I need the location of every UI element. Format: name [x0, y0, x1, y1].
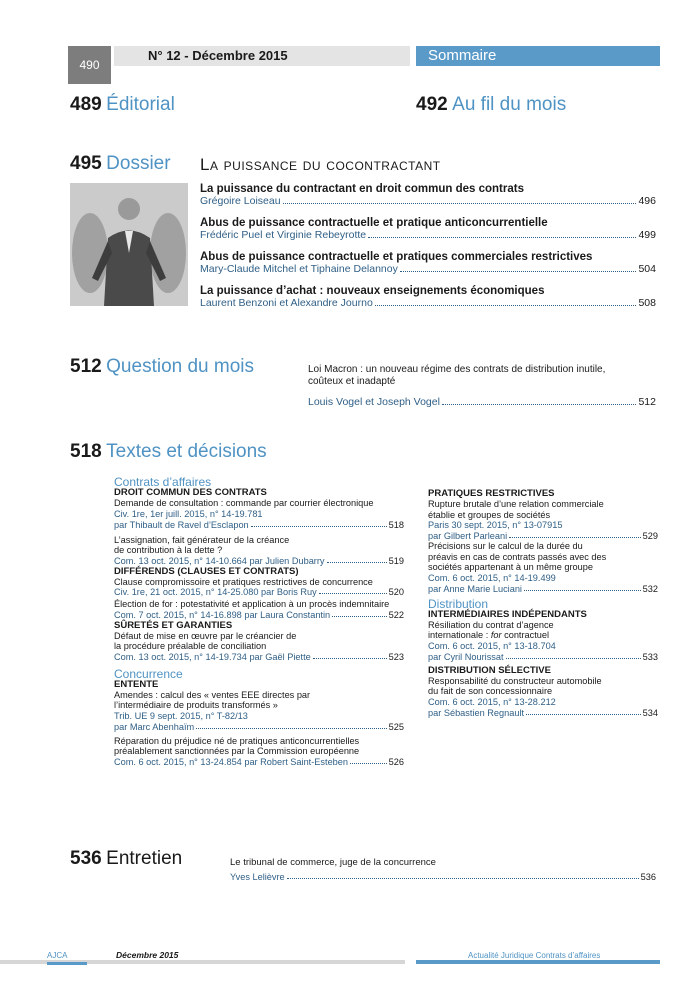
section-label: Sommaire [428, 47, 497, 64]
decision-entry[interactable] [428, 541, 658, 594]
dossier-heading[interactable] [70, 153, 171, 175]
decision-ref: Com. 6 oct. 2015, n° 13-28.212 [428, 696, 556, 707]
entretien-heading[interactable] [70, 848, 182, 870]
decision-desc: Amendes : calcul des « ventes EEE directes par [114, 689, 311, 700]
dossier-entry-title: Abus de puissance contractuelle et pratiques commerciales restrictives [200, 251, 593, 263]
decision-page: 526 [388, 756, 404, 767]
dossier-list [200, 183, 656, 319]
decision-page: 523 [388, 651, 404, 662]
decision-desc: Demande de consultation : commande par courrier électronique [114, 498, 374, 508]
footer-journal-name: Actualité Juridique Contrats d’affaires [468, 951, 601, 960]
issue-label: N° 12 - Décembre 2015 [148, 48, 288, 63]
decision-desc: Rupture brutale d’une relation commerciale [428, 499, 604, 509]
dossier-title: La puissance du cocontractant [200, 155, 441, 174]
decision-desc: Élection de for : potestativité et application à un procès indemnitaire [114, 599, 390, 609]
dossier-entry-page: 496 [638, 195, 656, 207]
dossier-entry-page: 499 [638, 229, 656, 241]
footer-journal-abbr: AJCA [47, 951, 68, 960]
dossier-entry[interactable] [200, 285, 656, 319]
dossier-page: 495 [70, 153, 102, 174]
decision-desc: préalablement sanctionnées par la Commission européenne [114, 746, 360, 756]
question-label: Question du mois [106, 356, 255, 377]
decision-desc: Responsabilité du constructeur automobile [428, 675, 602, 686]
decision-entry[interactable] [114, 631, 404, 662]
dossier-entry-line [200, 297, 656, 309]
decision-author: par Thibault de Ravel d’Esclapon [114, 519, 249, 530]
decision-desc: Défaut de mise en œuvre par le créancier de [114, 630, 297, 641]
decision-entry[interactable] [428, 676, 658, 718]
fil-page: 492 [416, 94, 448, 115]
entretien-line [230, 872, 656, 882]
question-authors: Louis Vogel et Joseph Vogel [308, 396, 440, 408]
dossier-entry-title: La puissance d’achat : nouveaux enseignements économiques [200, 285, 545, 297]
decision-desc: établie et groupes de sociétés [428, 509, 551, 520]
decision-page: 533 [642, 651, 658, 662]
decision-ref: Civ. 1re, 1er juill. 2015, n° 14-19.781 [114, 508, 263, 519]
subsection-selective: DISTRIBUTION SÉLECTIVE [428, 664, 551, 676]
decision-page: 519 [388, 555, 404, 566]
dossier-entry[interactable] [200, 183, 656, 217]
decision-desc: L’assignation, fait générateur de la créance [114, 534, 290, 545]
decision-ref: Com. 6 oct. 2015, n° 14-19.499 [428, 572, 556, 583]
textes-label: Textes et décisions [106, 441, 267, 462]
entretien-label: Entretien [106, 848, 183, 869]
footer-accent [47, 962, 87, 965]
dossier-entry-authors: Laurent Benzoni et Alexandre Journo [200, 297, 373, 309]
decision-desc: Précisions sur le calcul de la durée du [428, 541, 583, 551]
decision-desc: préavis en cas de contrats passés avec des [428, 551, 607, 562]
decision-ref: Com. 6 oct. 2015, n° 13-18.704 [428, 640, 556, 651]
decision-desc: Clause compromissoire et pratiques restrictives de concurrence [114, 576, 373, 587]
dossier-entry[interactable] [200, 217, 656, 251]
decision-desc: la procédure préalable de conciliation [114, 641, 267, 651]
decision-author: par Marc Abenhaïm [114, 721, 195, 732]
decision-author: par Anne Marie Luciani [428, 583, 522, 594]
textes-left-column [114, 475, 404, 767]
decision-desc: l’intermédiaire de produits transformés » [114, 700, 278, 710]
dossier-entry-title: La puissance du contractant en droit commun des contrats [200, 183, 524, 195]
subsection-entente: ENTENTE [114, 678, 159, 690]
dossier-label: Dossier [106, 153, 171, 174]
decision-author: par Sébastien Regnault [428, 707, 525, 718]
decision-ref: Trib. UE 9 sept. 2015, n° T-82/13 [114, 710, 248, 721]
dossier-entry-authors: Frédéric Puel et Virginie Rebeyrotte [200, 229, 367, 241]
decision-entry[interactable] [114, 498, 404, 530]
footer-date: Décembre 2015 [116, 950, 179, 960]
fil-heading[interactable] [416, 94, 566, 116]
decision-desc: Résiliation du contrat d’agence [428, 619, 554, 630]
dossier-entry-authors: Grégoire Loiseau [200, 195, 281, 207]
fil-title: Au fil du mois [452, 94, 567, 115]
editorial-title: Éditorial [106, 94, 175, 115]
entretien-page-ref: 536 [640, 872, 656, 882]
decision-page: 520 [388, 587, 404, 597]
dossier-entry[interactable] [200, 251, 656, 285]
decision-ref: Com. 13 oct. 2015, n° 14-19.734 par Gaël Piette [114, 651, 311, 662]
question-line [308, 396, 656, 408]
dossier-entry-title: Abus de puissance contractuelle et pratique anticoncurrentielle [200, 217, 548, 229]
question-title[interactable] [308, 364, 660, 388]
textes-right-column [428, 488, 658, 718]
entretien-page: 536 [70, 848, 102, 869]
question-page-ref: 512 [638, 396, 656, 408]
subsection-differends: DIFFÉRENDS (CLAUSES ET CONTRATS) [114, 565, 299, 577]
decision-ref: Com. 7 oct. 2015, n° 14-16.898 par Laura Constantin [114, 609, 331, 620]
dossier-entry-line [200, 263, 656, 275]
category-contrats: Contrats d’affaires [114, 475, 212, 489]
decision-desc: sociétés appartenant à un même groupe [428, 562, 593, 572]
page-number: 490 [68, 46, 111, 84]
decision-entry[interactable] [114, 690, 404, 732]
decision-entry[interactable] [114, 599, 404, 620]
footer-rule-right [416, 960, 660, 964]
category-concurrence: Concurrence [114, 666, 183, 681]
question-title-line: Loi Macron : un nouveau régime des contrats de distribution inutile, [308, 364, 606, 375]
decision-desc: de contribution à la dette ? [114, 545, 223, 555]
editorial-page: 489 [70, 94, 102, 115]
decision-entry[interactable] [114, 736, 404, 767]
question-page: 512 [70, 356, 102, 377]
decision-entry[interactable] [114, 577, 404, 598]
decision-desc: internationale : for contractuel [428, 630, 550, 640]
entretien-title[interactable]: Le tribunal de commerce, juge de la concurrence [230, 857, 436, 868]
decision-page: 534 [642, 707, 658, 718]
dossier-entry-line [200, 195, 656, 207]
entretien-authors: Yves Lelièvre [230, 872, 285, 882]
decision-page: 529 [642, 531, 658, 541]
decision-desc: du fait de son concessionnaire [428, 686, 553, 696]
decision-entry[interactable] [114, 535, 404, 566]
subsection-suretes: SÛRETÉS ET GARANTIES [114, 619, 233, 631]
decision-ref: Paris 30 sept. 2015, n° 13-07915 [428, 520, 563, 530]
decision-entry[interactable] [428, 499, 658, 541]
decision-author: par Cyril Nourissat [428, 651, 504, 662]
question-heading[interactable] [70, 356, 254, 378]
dossier-photo [70, 183, 188, 306]
subsection-pratiques: PRATIQUES RESTRICTIVES [428, 488, 555, 499]
decision-entry[interactable] [428, 620, 658, 662]
subsection-intermediaires: INTERMÉDIAIRES INDÉPENDANTS [428, 608, 587, 620]
decision-desc: Réparation du préjudice né de pratiques anticoncurrentielles [114, 735, 360, 746]
decision-ref: Com. 13 oct. 2015, n° 14-10.664 par Julien Dubarry [114, 555, 325, 566]
decision-author: par Gilbert Parleani [428, 531, 508, 541]
decision-page: 525 [388, 721, 404, 732]
textes-heading[interactable] [70, 441, 267, 463]
decision-page: 532 [642, 583, 658, 594]
editorial-heading[interactable] [70, 94, 175, 116]
dossier-entry-page: 508 [638, 297, 656, 309]
category-distribution: Distribution [428, 596, 489, 611]
textes-page: 518 [70, 441, 102, 462]
decision-page: 518 [388, 519, 404, 530]
dossier-entry-page: 504 [638, 263, 656, 275]
dossier-entry-authors: Mary-Claude Mitchel et Tiphaine Delannoy [200, 263, 398, 275]
question-title-line: coûteux et inadapté [308, 376, 396, 387]
decision-ref: Civ. 1re, 21 oct. 2015, n° 14-25.080 par Boris Ruy [114, 587, 317, 597]
decision-ref: Com. 6 oct. 2015, n° 13-24.854 par Robert Saint-Esteben [114, 756, 349, 767]
subsection-droit-commun: DROIT COMMUN DES CONTRATS [114, 487, 267, 498]
dossier-entry-line [200, 229, 656, 241]
decision-page: 522 [388, 609, 404, 620]
